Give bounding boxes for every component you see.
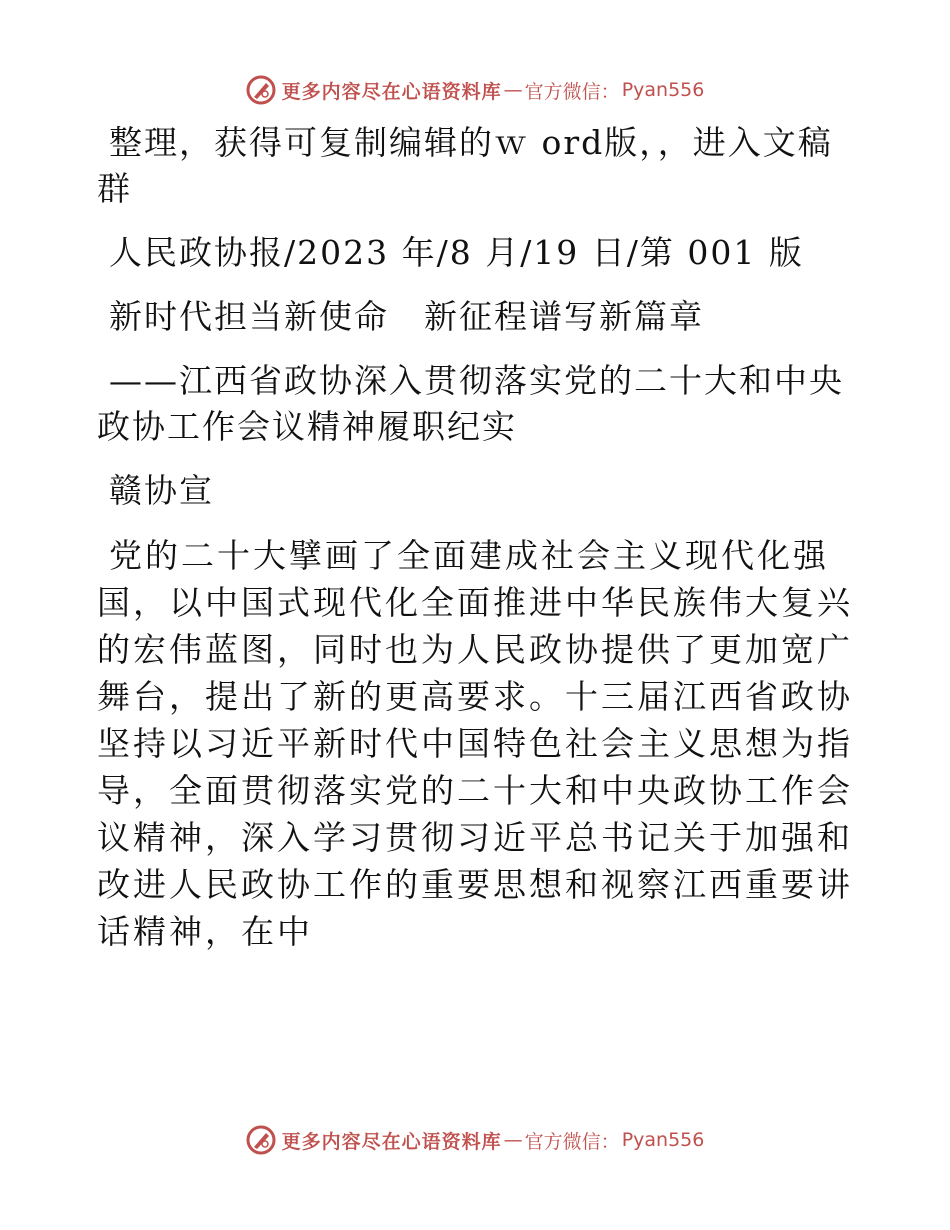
article-title: 新时代担当新使命 新征程谱写新篇章 — [109, 297, 704, 336]
body-paragraph: 党的二十大擘画了全面建成社会主义现代化强国，以中国式现代化全面推进中华民族伟大复兴的宏伟蓝图，同时也为人民政协提供了更加宽广舞台，提出了新的更高要求。十三届江西省政协坚持以习近平新时代中国特色社会主义思想为指导，全面贯彻落实党的二十大和中央政协工作会议精神，深入学习贯彻习近平总书记关于加强和改进人民政协工作的重要思想和视察江西重要讲话精神，在中 — [97, 536, 853, 951]
article-author: 赣协宣 — [109, 471, 214, 510]
watermark-dash: — — [503, 79, 523, 101]
pen-logo-icon — [246, 1125, 276, 1155]
watermark-id: Pyan556 — [621, 79, 705, 101]
watermark-footer — [0, 1120, 950, 1160]
watermark-text: 更多内容尽在心语资料库 — [281, 1130, 502, 1153]
watermark-label: 官方微信： — [524, 1130, 620, 1153]
pen-logo-icon — [246, 75, 276, 105]
document-body — [97, 120, 857, 955]
article-subtitle: ——江西省政协深入贯彻落实党的二十大和中央政协工作会议精神履职纪实 — [97, 361, 844, 446]
intro-note: 整理，获得可复制编辑的ｗ ord版，，进入文稿群 — [97, 123, 833, 208]
watermark-label: 官方微信： — [524, 80, 620, 103]
watermark-id: Pyan556 — [621, 1129, 705, 1151]
watermark-dash: — — [503, 1129, 523, 1151]
source-line: 人民政协报/2023 年/8 月/19 日/第 001 版 — [109, 233, 804, 272]
watermark-header — [0, 70, 950, 110]
watermark-text: 更多内容尽在心语资料库 — [281, 80, 502, 103]
